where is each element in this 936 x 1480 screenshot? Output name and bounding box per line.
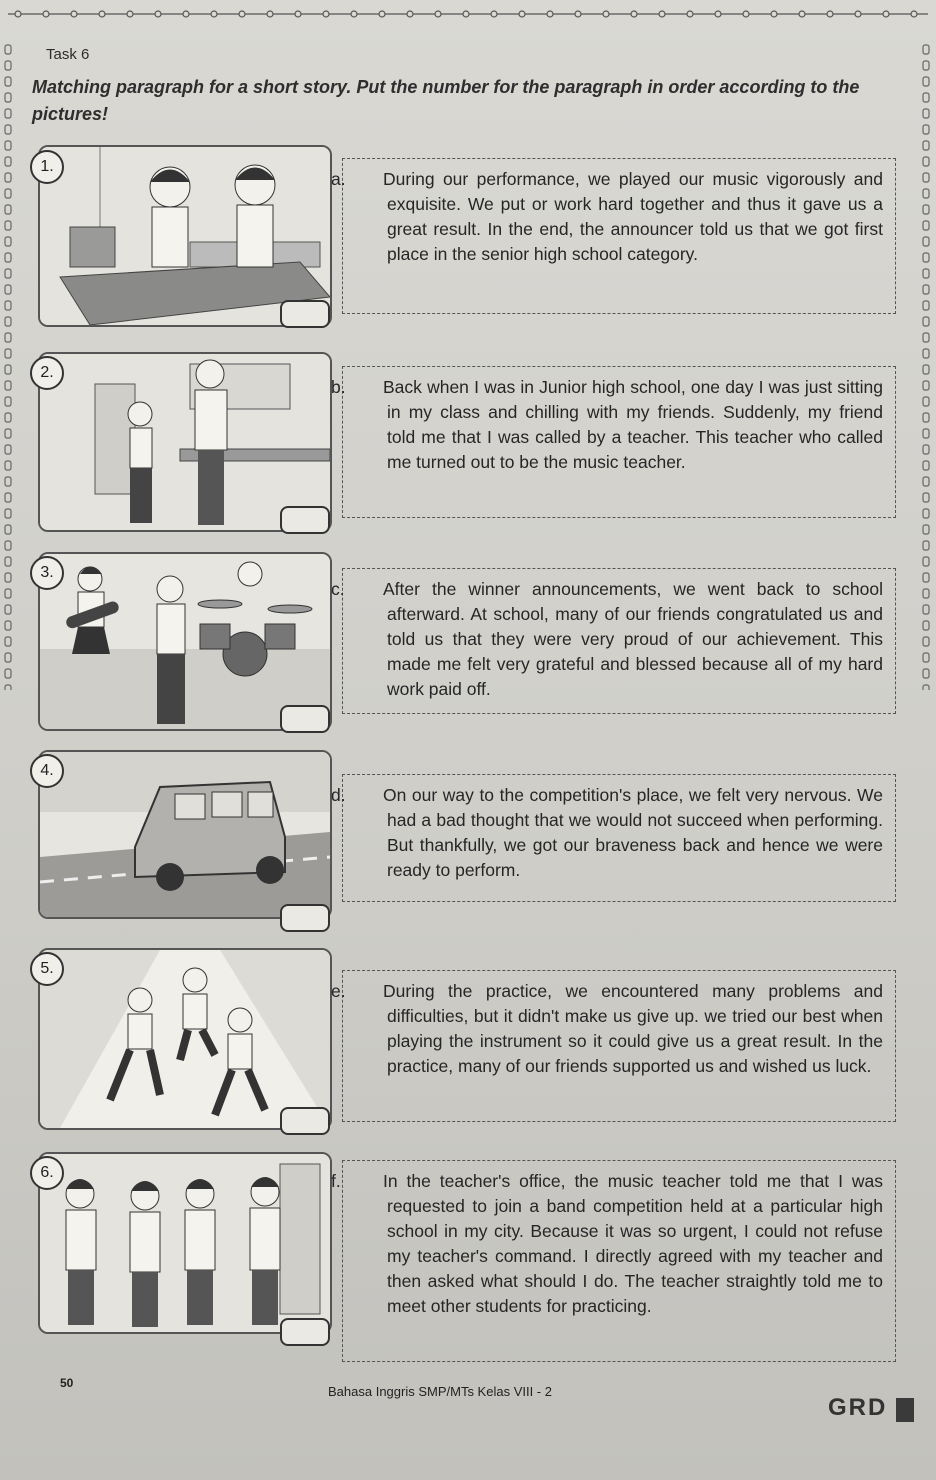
teacher-calling-student-icon [40,354,330,530]
paragraph-text: During our performance, we played our music vigorously and exquisite. We put or work hard together and thus it gave us a great result. In the end, the announcer told us that we got first place in the senior high school category. [383,169,883,264]
paragraph-e [331,970,896,1122]
publisher-logo-mark-icon [896,1398,914,1422]
paragraph-f [331,1160,896,1362]
picture-number-3: 3. [30,556,64,590]
paragraph-a [331,158,896,314]
book-title: Bahasa Inggris SMP/MTs Kelas VIII - 2 [328,1384,552,1399]
publisher-logo: GRD [828,1394,888,1421]
answer-box-5[interactable] [280,1107,330,1135]
paragraph-letter: c. [331,579,345,599]
paragraph-c [331,568,896,714]
paragraph-text: In the teacher's office, the music teacher told me that I was requested to join a band competition held at a particular high school in my city. Because it was so urgent, I could not refuse my teacher's command. I directly agreed with my teacher and then asked what should I do. The teacher straightly told me to meet other students for practicing. [383,1171,883,1316]
instructions: Matching paragraph for a short story. Put the number for the paragraph in order according to the pictures! [32,77,860,124]
paragraph-text: Back when I was in Junior high school, one day I was just sitting in my class and chilling with my friends. Suddenly, my friend told me that I was called by a teacher. This teacher who called me turned out to be the music teacher. [383,377,883,472]
paragraph-text: After the winner announcements, we went back to school afterward. At school, many of our friends congratulated us and told us that they were very proud of our achievement. This made me felt very grateful and blessed because all of my hard work paid off. [383,579,883,699]
page-number: 50 [60,1376,74,1390]
two-boys-talking-in-classroom-icon [40,147,330,325]
picture-number-1: 1. [30,150,64,184]
picture-2 [38,352,332,532]
paragraph-d [331,774,896,902]
students-celebrating-icon [40,950,330,1128]
answer-box-3[interactable] [280,705,330,733]
picture-number-5: 5. [30,952,64,986]
left-chain-border-icon [0,40,18,690]
band-performing-icon [40,554,330,729]
friends-congratulating-icon [40,1154,330,1332]
picture-number-6: 6. [30,1156,64,1190]
paragraph-text: On our way to the competition's place, we felt very nervous. We had a bad thought that we would not succeed when performing. But thankfully, we got our braveness back and hence we were ready to perform. [383,785,883,880]
answer-box-2[interactable] [280,506,330,534]
picture-6 [38,1152,332,1334]
top-chain-border-icon [8,0,928,30]
car-to-competition-icon [40,752,330,917]
answer-box-1[interactable] [280,300,330,328]
answer-box-4[interactable] [280,904,330,932]
answer-box-6[interactable] [280,1318,330,1346]
task-label: Task 6 [46,46,90,63]
paragraph-letter: b. [331,377,346,397]
paragraph-letter: a. [331,169,346,189]
picture-number-4: 4. [30,754,64,788]
right-chain-border-icon [918,40,936,690]
picture-4 [38,750,332,919]
paragraph-letter: e. [331,981,346,1001]
paragraph-text: During the practice, we encountered many problems and difficulties, but it didn't make us give up. we tried our best when playing the instrument so it could give us a great result. In the practice, many of our friends supported us and wished us luck. [383,981,883,1076]
paragraph-letter: d. [331,785,346,805]
paragraph-letter: f. [331,1171,341,1191]
picture-5 [38,948,332,1130]
picture-number-2: 2. [30,356,64,390]
paragraph-b [331,366,896,518]
